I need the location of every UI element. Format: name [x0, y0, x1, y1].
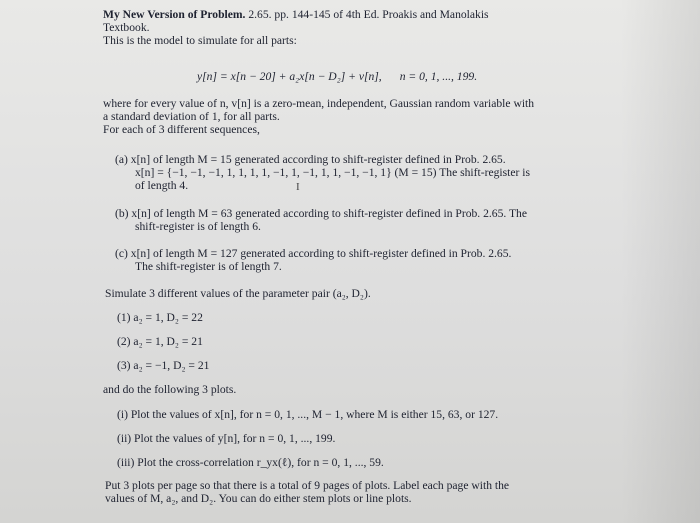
sequence-a-line-1: (a) x[n] of length M = 15 generated according to shift-register defined in Prob. 2.65. — [115, 153, 506, 166]
footer-line-2: values of M, a₂, and D₂. You can do either stem plots or line plots. — [105, 492, 412, 506]
sequence-c-line-1: (c) x[n] of length M = 127 generated according to shift-register defined in Prob. 2.65. — [115, 247, 512, 260]
plot-iii-text: (iii) Plot the cross-correlation r_yx(ℓ), for n = 0, 1, ..., 59. — [117, 456, 384, 469]
sequence-c — [103, 247, 613, 273]
sequence-a-line-2: x[n] = {−1, −1, −1, 1, 1, 1, 1, −1, 1, −1, 1, 1, −1, −1, 1} (M = 15) The shift-register is — [135, 166, 530, 180]
param-2 — [103, 335, 613, 348]
title-bold: My New Version of Problem. — [103, 8, 246, 21]
param-3 — [103, 359, 613, 372]
footer-block — [103, 479, 613, 505]
plots-intro-text: and do the following 3 plots. — [103, 383, 237, 396]
param-3-text: (3) a₂ = −1, D₂ = 21 — [117, 359, 210, 372]
description-line-1: where for every value of n, v[n] is a zero-mean, independent, Gaussian random variable with — [103, 97, 535, 110]
params-intro: Simulate 3 different values of the parameter pair (a₂, D₂). — [105, 287, 371, 300]
sequence-b-line-2: shift-register is of length 6. — [135, 220, 261, 234]
sequence-c-line-2: The shift-register is of length 7. — [135, 260, 282, 274]
title-line — [103, 8, 603, 21]
plot-i-text: (i) Plot the values of x[n], for n = 0, 1, ..., M − 1, where M is either 15, 63, or 127. — [117, 408, 499, 421]
sequence-a — [103, 153, 613, 193]
title-line-2: Textbook. — [103, 21, 150, 35]
plot-ii — [103, 432, 613, 445]
plot-iii — [103, 456, 613, 469]
description-block — [103, 97, 613, 137]
plots-intro — [103, 383, 613, 396]
description-line-3: For each of 3 different sequences, — [103, 123, 260, 137]
page-shadow — [620, 0, 700, 523]
param-2-text: (2) a₂ = 1, D₂ = 21 — [117, 335, 203, 348]
sequence-b — [103, 207, 613, 233]
description-line-2: a standard deviation of 1, for all parts. — [103, 110, 280, 124]
model-equation — [197, 70, 597, 83]
header-block — [103, 8, 603, 48]
plot-i — [103, 408, 613, 421]
footer-line-1: Put 3 plots per page so that there is a total of 9 pages of plots. Label each page with the — [105, 479, 510, 492]
param-1-text: (1) a₂ = 1, D₂ = 22 — [117, 311, 203, 324]
title-rest: 2.65. pp. 144-145 of 4th Ed. Proakis and Manolakis — [245, 8, 489, 21]
parameters-block — [103, 287, 613, 300]
text-cursor-icon: I — [296, 181, 300, 193]
intro-text: This is the model to simulate for all parts: — [103, 34, 297, 48]
plot-ii-text: (ii) Plot the values of y[n], for n = 0, 1, ..., 199. — [117, 432, 336, 445]
sequence-a-line-3: of length 4. — [135, 179, 189, 193]
param-1 — [103, 311, 613, 324]
equation-range: n = 0, 1, ..., 199. — [399, 70, 478, 83]
equation-model: y[n] = x[n − 20] + a₂x[n − D₂] + v[n], — [197, 70, 382, 83]
sequence-b-line-1: (b) x[n] of length M = 63 generated according to shift-register defined in Prob. 2.65. The — [115, 207, 527, 220]
